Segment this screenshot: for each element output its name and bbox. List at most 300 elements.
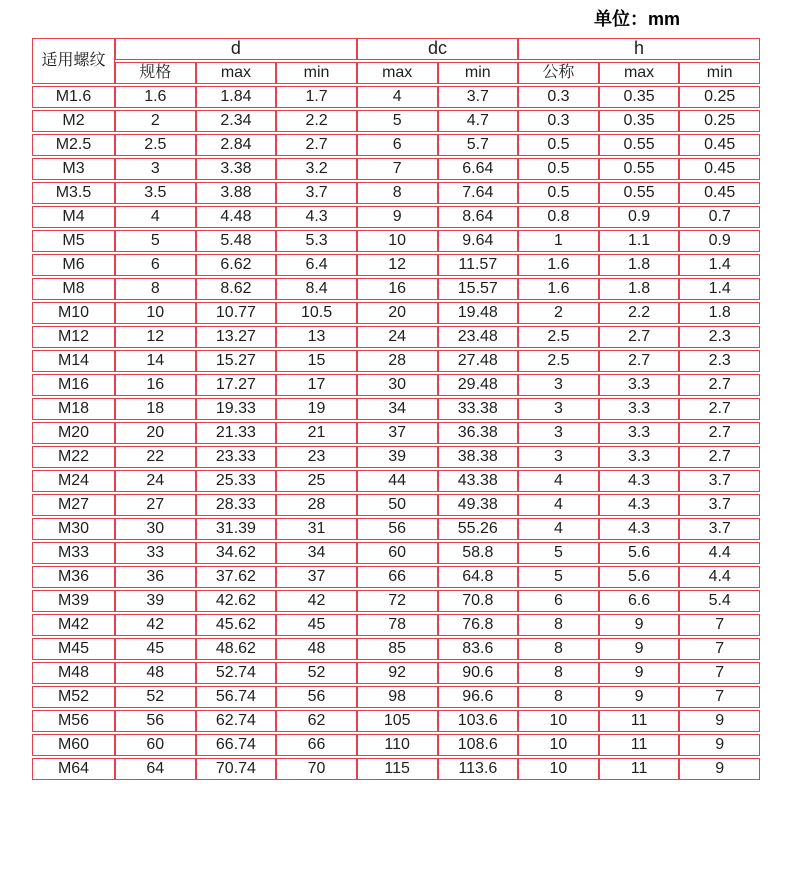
value-cell: 16 [115,374,196,396]
thread-size-cell: M10 [32,302,115,324]
thread-size-cell: M39 [32,590,115,612]
value-cell: 23 [276,446,357,468]
value-cell: 3.5 [115,182,196,204]
value-cell: 66 [357,566,438,588]
value-cell: 48 [276,638,357,660]
value-cell: 3.3 [599,446,680,468]
value-cell: 108.6 [438,734,519,756]
value-cell: 9 [679,758,760,780]
value-cell: 92 [357,662,438,684]
thread-size-cell: M2 [32,110,115,132]
value-cell: 1.8 [679,302,760,324]
value-cell: 2.5 [518,326,599,348]
header-h-nominal: 公称 [518,62,599,84]
value-cell: 0.45 [679,158,760,180]
value-cell: 15.57 [438,278,519,300]
value-cell: 0.5 [518,158,599,180]
value-cell: 105 [357,710,438,732]
value-cell: 2.3 [679,326,760,348]
value-cell: 36.38 [438,422,519,444]
value-cell: 9.64 [438,230,519,252]
value-cell: 6 [518,590,599,612]
value-cell: 60 [357,542,438,564]
value-cell: 3.3 [599,422,680,444]
value-cell: 55.26 [438,518,519,540]
value-cell: 70 [276,758,357,780]
value-cell: 2.7 [679,446,760,468]
value-cell: 28 [276,494,357,516]
value-cell: 10 [357,230,438,252]
spec-row [32,86,760,108]
value-cell: 2.2 [276,110,357,132]
value-cell: 6.62 [196,254,277,276]
value-cell: 0.55 [599,134,680,156]
value-cell: 10.77 [196,302,277,324]
value-cell: 25 [276,470,357,492]
value-cell: 66 [276,734,357,756]
value-cell: 2.7 [599,350,680,372]
value-cell: 56 [115,710,196,732]
value-cell: 64 [115,758,196,780]
value-cell: 21 [276,422,357,444]
value-cell: 2.7 [276,134,357,156]
value-cell: 1 [518,230,599,252]
header-h-max: max [599,62,680,84]
value-cell: 0.45 [679,134,760,156]
value-cell: 10 [518,758,599,780]
value-cell: 29.48 [438,374,519,396]
thread-size-cell: M14 [32,350,115,372]
value-cell: 36 [115,566,196,588]
value-cell: 19.48 [438,302,519,324]
value-cell: 0.9 [599,206,680,228]
thread-size-cell: M48 [32,662,115,684]
value-cell: 37 [357,422,438,444]
value-cell: 113.6 [438,758,519,780]
value-cell: 17.27 [196,374,277,396]
header-dc-min: min [438,62,519,84]
value-cell: 56.74 [196,686,277,708]
value-cell: 5.3 [276,230,357,252]
spec-row [32,230,760,252]
value-cell: 30 [115,518,196,540]
value-cell: 19.33 [196,398,277,420]
value-cell: 7 [679,662,760,684]
value-cell: 39 [357,446,438,468]
value-cell: 0.5 [518,182,599,204]
value-cell: 45.62 [196,614,277,636]
value-cell: 8 [115,278,196,300]
value-cell: 8 [518,638,599,660]
value-cell: 5 [518,542,599,564]
spec-row [32,398,760,420]
thread-size-cell: M12 [32,326,115,348]
value-cell: 52 [115,686,196,708]
value-cell: 34.62 [196,542,277,564]
value-cell: 6.6 [599,590,680,612]
value-cell: 21.33 [196,422,277,444]
value-cell: 18 [115,398,196,420]
thread-size-cell: M42 [32,614,115,636]
value-cell: 1.7 [276,86,357,108]
value-cell: 76.8 [438,614,519,636]
value-cell: 56 [357,518,438,540]
value-cell: 11.57 [438,254,519,276]
value-cell: 44 [357,470,438,492]
value-cell: 23.48 [438,326,519,348]
value-cell: 9 [599,686,680,708]
value-cell: 3 [518,374,599,396]
spec-row [32,590,760,612]
thread-size-cell: M33 [32,542,115,564]
thread-size-cell: M3 [32,158,115,180]
thread-size-cell: M36 [32,566,115,588]
spec-row [32,206,760,228]
value-cell: 10 [518,734,599,756]
value-cell: 34 [276,542,357,564]
header-sub-row [32,62,760,84]
value-cell: 3.7 [438,86,519,108]
value-cell: 38.38 [438,446,519,468]
value-cell: 0.55 [599,158,680,180]
value-cell: 4 [518,494,599,516]
value-cell: 5 [115,230,196,252]
value-cell: 4.7 [438,110,519,132]
spec-row [32,302,760,324]
value-cell: 5.48 [196,230,277,252]
value-cell: 3.3 [599,374,680,396]
value-cell: 23.33 [196,446,277,468]
header-d-max: max [196,62,277,84]
value-cell: 4.3 [599,470,680,492]
value-cell: 5 [357,110,438,132]
value-cell: 43.38 [438,470,519,492]
thread-size-cell: M8 [32,278,115,300]
value-cell: 4.3 [276,206,357,228]
value-cell: 30 [357,374,438,396]
value-cell: 0.55 [599,182,680,204]
thread-size-cell: M56 [32,710,115,732]
thread-size-cell: M16 [32,374,115,396]
value-cell: 2.5 [518,350,599,372]
value-cell: 24 [357,326,438,348]
value-cell: 6 [357,134,438,156]
value-cell: 25.33 [196,470,277,492]
value-cell: 13 [276,326,357,348]
value-cell: 60 [115,734,196,756]
value-cell: 4.3 [599,494,680,516]
value-cell: 115 [357,758,438,780]
value-cell: 8.4 [276,278,357,300]
spec-row [32,734,760,756]
value-cell: 0.7 [679,206,760,228]
value-cell: 52 [276,662,357,684]
spec-row [32,758,760,780]
value-cell: 31.39 [196,518,277,540]
thread-size-cell: M3.5 [32,182,115,204]
value-cell: 12 [115,326,196,348]
header-group-d: d [115,38,357,60]
value-cell: 3.38 [196,158,277,180]
thread-size-cell: M6 [32,254,115,276]
value-cell: 8 [518,662,599,684]
value-cell: 66.74 [196,734,277,756]
value-cell: 90.6 [438,662,519,684]
spec-table [32,36,760,782]
value-cell: 0.3 [518,86,599,108]
value-cell: 48 [115,662,196,684]
value-cell: 0.5 [518,134,599,156]
spec-row [32,254,760,276]
table-header [32,38,760,84]
table-body [32,86,760,780]
value-cell: 4.4 [679,542,760,564]
value-cell: 3.88 [196,182,277,204]
thread-size-cell: M2.5 [32,134,115,156]
value-cell: 11 [599,734,680,756]
thread-size-cell: M1.6 [32,86,115,108]
value-cell: 39 [115,590,196,612]
thread-size-cell: M45 [32,638,115,660]
thread-size-cell: M4 [32,206,115,228]
value-cell: 5.7 [438,134,519,156]
value-cell: 4 [518,470,599,492]
thread-size-cell: M18 [32,398,115,420]
value-cell: 27.48 [438,350,519,372]
value-cell: 9 [357,206,438,228]
thread-size-cell: M5 [32,230,115,252]
spec-row [32,350,760,372]
value-cell: 3.2 [276,158,357,180]
value-cell: 4.48 [196,206,277,228]
value-cell: 9 [679,734,760,756]
value-cell: 37.62 [196,566,277,588]
header-applicable-thread: 适用螺纹 [32,38,115,84]
spec-row [32,422,760,444]
value-cell: 28 [357,350,438,372]
thread-size-cell: M22 [32,446,115,468]
value-cell: 62 [276,710,357,732]
value-cell: 78 [357,614,438,636]
value-cell: 1.8 [599,278,680,300]
value-cell: 5.6 [599,566,680,588]
spec-row [32,470,760,492]
value-cell: 15 [276,350,357,372]
value-cell: 2.5 [115,134,196,156]
value-cell: 8.62 [196,278,277,300]
value-cell: 2.2 [599,302,680,324]
value-cell: 42 [276,590,357,612]
value-cell: 4.3 [599,518,680,540]
value-cell: 0.25 [679,86,760,108]
spec-row [32,542,760,564]
value-cell: 2 [115,110,196,132]
value-cell: 8 [357,182,438,204]
spec-row [32,182,760,204]
spec-row [32,638,760,660]
value-cell: 15.27 [196,350,277,372]
value-cell: 1.8 [599,254,680,276]
value-cell: 3 [518,398,599,420]
value-cell: 45 [115,638,196,660]
spec-row [32,278,760,300]
unit-label: 单位：mm [594,9,681,29]
value-cell: 0.25 [679,110,760,132]
header-group-row [32,38,760,60]
value-cell: 3 [518,446,599,468]
value-cell: 19 [276,398,357,420]
spec-row [32,158,760,180]
value-cell: 1.1 [599,230,680,252]
value-cell: 42.62 [196,590,277,612]
value-cell: 50 [357,494,438,516]
value-cell: 45 [276,614,357,636]
value-cell: 7 [357,158,438,180]
value-cell: 72 [357,590,438,612]
value-cell: 31 [276,518,357,540]
value-cell: 0.3 [518,110,599,132]
value-cell: 33.38 [438,398,519,420]
value-cell: 98 [357,686,438,708]
value-cell: 2.7 [679,374,760,396]
spec-row [32,662,760,684]
value-cell: 13.27 [196,326,277,348]
value-cell: 2.7 [599,326,680,348]
value-cell: 9 [599,614,680,636]
value-cell: 2.34 [196,110,277,132]
value-cell: 85 [357,638,438,660]
value-cell: 62.74 [196,710,277,732]
value-cell: 2.84 [196,134,277,156]
value-cell: 10.5 [276,302,357,324]
value-cell: 70.8 [438,590,519,612]
thread-size-cell: M20 [32,422,115,444]
value-cell: 1.6 [518,254,599,276]
spec-row [32,446,760,468]
value-cell: 4.4 [679,566,760,588]
value-cell: 34 [357,398,438,420]
value-cell: 1.6 [518,278,599,300]
value-cell: 3 [518,422,599,444]
spec-row [32,494,760,516]
value-cell: 5.6 [599,542,680,564]
value-cell: 22 [115,446,196,468]
value-cell: 17 [276,374,357,396]
spec-row [32,518,760,540]
value-cell: 4 [357,86,438,108]
thread-size-cell: M60 [32,734,115,756]
value-cell: 12 [357,254,438,276]
value-cell: 1.4 [679,254,760,276]
spec-row [32,374,760,396]
value-cell: 110 [357,734,438,756]
spec-row [32,326,760,348]
value-cell: 48.62 [196,638,277,660]
value-cell: 2 [518,302,599,324]
value-cell: 7 [679,638,760,660]
value-cell: 7 [679,614,760,636]
spec-row [32,566,760,588]
value-cell: 9 [679,710,760,732]
value-cell: 96.6 [438,686,519,708]
value-cell: 20 [115,422,196,444]
thread-size-cell: M27 [32,494,115,516]
value-cell: 20 [357,302,438,324]
value-cell: 5 [518,566,599,588]
value-cell: 58.8 [438,542,519,564]
value-cell: 11 [599,758,680,780]
value-cell: 3.7 [679,518,760,540]
thread-size-cell: M64 [32,758,115,780]
value-cell: 3.7 [679,494,760,516]
value-cell: 1.84 [196,86,277,108]
value-cell: 7 [679,686,760,708]
value-cell: 0.9 [679,230,760,252]
value-cell: 6.4 [276,254,357,276]
header-d-spec: 规格 [115,62,196,84]
value-cell: 9 [599,662,680,684]
value-cell: 0.35 [599,86,680,108]
value-cell: 7.64 [438,182,519,204]
value-cell: 2.3 [679,350,760,372]
value-cell: 14 [115,350,196,372]
value-cell: 24 [115,470,196,492]
value-cell: 5.4 [679,590,760,612]
value-cell: 27 [115,494,196,516]
value-cell: 16 [357,278,438,300]
value-cell: 10 [115,302,196,324]
thread-size-cell: M52 [32,686,115,708]
value-cell: 9 [599,638,680,660]
value-cell: 0.45 [679,182,760,204]
header-d-min: min [276,62,357,84]
spec-row [32,710,760,732]
thread-size-cell: M30 [32,518,115,540]
value-cell: 6.64 [438,158,519,180]
header-group-dc: dc [357,38,518,60]
spec-row [32,614,760,636]
value-cell: 10 [518,710,599,732]
spec-row [32,686,760,708]
value-cell: 83.6 [438,638,519,660]
value-cell: 37 [276,566,357,588]
thread-size-cell: M24 [32,470,115,492]
value-cell: 1.4 [679,278,760,300]
value-cell: 103.6 [438,710,519,732]
spec-row [32,110,760,132]
value-cell: 2.7 [679,422,760,444]
spec-row [32,134,760,156]
header-group-h: h [518,38,760,60]
value-cell: 42 [115,614,196,636]
value-cell: 11 [599,710,680,732]
value-cell: 2.7 [679,398,760,420]
value-cell: 70.74 [196,758,277,780]
value-cell: 6 [115,254,196,276]
value-cell: 4 [115,206,196,228]
value-cell: 8.64 [438,206,519,228]
header-h-min: min [679,62,760,84]
value-cell: 49.38 [438,494,519,516]
value-cell: 64.8 [438,566,519,588]
value-cell: 0.8 [518,206,599,228]
value-cell: 33 [115,542,196,564]
header-dc-max: max [357,62,438,84]
value-cell: 3.7 [276,182,357,204]
value-cell: 28.33 [196,494,277,516]
value-cell: 8 [518,614,599,636]
value-cell: 52.74 [196,662,277,684]
